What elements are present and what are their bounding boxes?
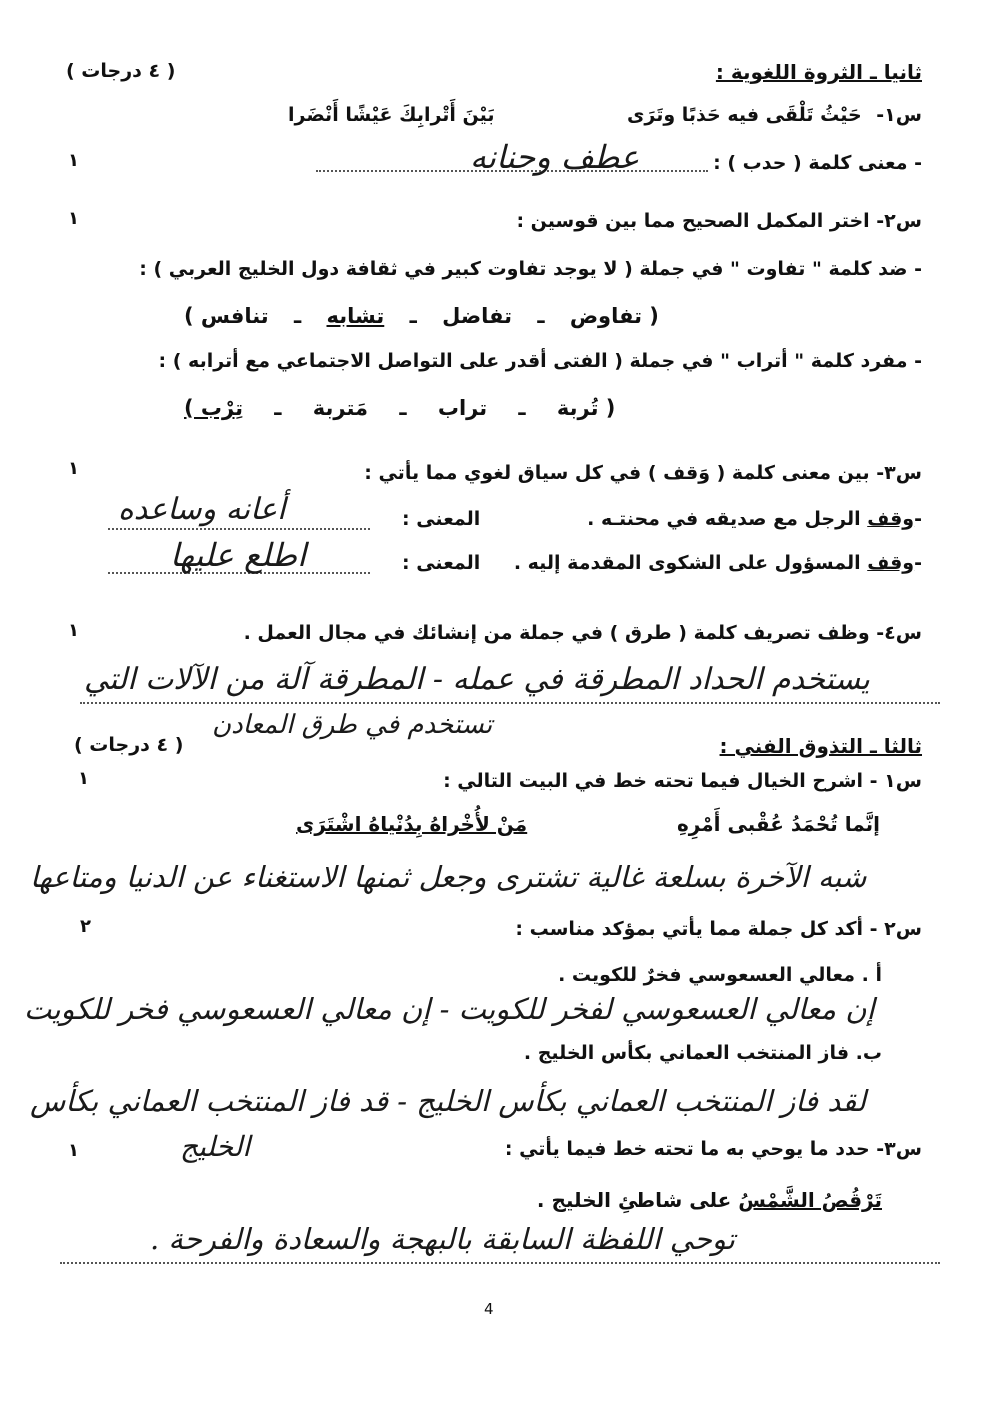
q2-a-prompt: - ضد كلمة " تفاوت " في جملة ( لا يوجد تفاوت كبير في ثقافة دول الخليج العربي ) : (139, 258, 922, 280)
q2-b-options (184, 396, 615, 420)
q3-title: س٣- بين معنى كلمة ( وَقف ) في كل سياق لغوي مما يأتي : (364, 462, 922, 484)
q2-title: س٢- اختر المكمل الصحيح مما بين قوسين : (516, 210, 922, 232)
q3-line2: -وقف المسؤول على الشكوى المقدمة إليه . (513, 552, 922, 574)
separator: ـ (294, 304, 302, 328)
q2-b-option-2: تراب (437, 396, 488, 420)
q2-b-option-4-selected: تِرْب ) (184, 396, 243, 420)
section2-title: ثانيا ـ الثروة اللغوية : (715, 60, 922, 84)
s3q1-answer: شبه الآخرة بسلعة غالية تشترى وجعل ثمنها الاستغناء عن الدنيا ومتاعها (30, 860, 867, 894)
q2-b-option-1: ( تُربة (556, 396, 616, 420)
separator: ـ (274, 396, 282, 420)
q1-verse: س١- حَيْثُ تَلْقَى فيه حَذبًا وتَرَى (627, 104, 922, 126)
s3q3-mark: ١ (68, 1140, 79, 1161)
s3q2-b-answer-line2: الخليج (180, 1130, 251, 1163)
s3q2-b-answer-line1: لقد فاز المنتخب العماني بكأس الخليج - قد فاز المنتخب العماني بكأس (30, 1084, 866, 1118)
q4-title: س٤- وظف تصريف كلمة ( طرق ) في جملة من إنشائك في مجال العمل . (243, 622, 922, 644)
section3-title: ثالثا ـ التذوق الفني : (719, 734, 922, 758)
q2-a-option-4: تنافس ) (184, 304, 269, 328)
q2-a-option-3-selected: تشابه (326, 304, 385, 328)
q1-prompt: - معنى كلمة ( حدب ) : (713, 152, 922, 174)
q2-a-option-1: ( تفاوض (569, 304, 659, 328)
q1-mark: ١ (68, 150, 79, 171)
s3q2-a: أ . معالي العسعوسي فخرٌ للكويت . (558, 964, 882, 986)
page-number: 4 (484, 1300, 494, 1318)
q1-verse-part2: بَيْنَ أَتْرابِكَ عَيْشًا أَنْضَرا (288, 104, 495, 126)
section3-grade: ( ٤ درجات ) (74, 734, 184, 756)
s3q1-verse-part2-underlined: مَنْ لأُخْراهُ بِدُنْياهُ اشْتَرَى (296, 812, 528, 836)
q3-meaning-label-2: المعنى : (402, 552, 481, 574)
q3-answer-2: اطلع عليها (170, 536, 306, 574)
separator: ـ (409, 304, 417, 328)
q2-b-option-3: مَتربة (312, 396, 369, 420)
s3q1-verse-part1: إنَّما تُحْمَدُ عُقْبى أَمْرِهِ (677, 812, 880, 836)
q4-mark: ١ (68, 620, 79, 641)
q3-answer-line-1 (108, 528, 370, 530)
q3-meaning-label-1: المعنى : (402, 508, 481, 530)
s3q3-sentence: تَرْقُصُ الشَّمْسُ على شاطئِ الخليج . (536, 1188, 882, 1212)
q4-answer-line (80, 702, 940, 704)
separator: ـ (518, 396, 526, 420)
s3q3-title: س٣- حدد ما يوحي به ما تحته خط فيما يأتي : (504, 1138, 922, 1160)
separator: ـ (399, 396, 407, 420)
s3q3-answer: توحي اللفظة السابقة بالبهجة والسعادة والفرحة . (150, 1222, 735, 1256)
s3q1-title: س١ - اشرح الخيال فيما تحته خط في البيت التالي : (443, 770, 922, 792)
q2-mark: ١ (68, 208, 79, 229)
section2-grade: ( ٤ درجات ) (66, 60, 176, 82)
q3-answer-1: أعانه وساعده (118, 492, 286, 527)
q3-line1: -وقف الرجل مع صديقه في محنتـه . (587, 508, 922, 530)
s3q2-title: س٢ - أكد كل جملة مما يأتي بمؤكد مناسب : (515, 918, 922, 940)
q4-answer-line2: تستخدم في طرق المعادن (212, 710, 493, 740)
s3q2-a-answer: إن معالي العسعوسي لفخر للكويت - إن معالي العسعوسي فخر للكويت (24, 992, 875, 1026)
s3q2-mark: ٢ (80, 916, 91, 937)
s3q3-answer-line (60, 1262, 940, 1264)
s3q1-mark: ١ (78, 768, 89, 789)
q2-b-prompt: - مفرد كلمة " أتراب " في جملة ( الفتى أقدر على التواصل الاجتماعي مع أترابه ) : (158, 350, 922, 372)
separator: ـ (537, 304, 545, 328)
q3-mark: ١ (68, 458, 79, 479)
q4-answer-line1: يستخدم الحداد المطرقة في عمله - المطرقة آلة من الآلات التي (84, 662, 870, 697)
q2-a-option-2: تفاضل (442, 304, 512, 328)
q2-a-options (184, 304, 659, 328)
s3q2-b: ب. فاز المنتخب العماني بكأس الخليج . (523, 1042, 882, 1064)
q1-answer: عطف وحنانه (470, 138, 640, 176)
